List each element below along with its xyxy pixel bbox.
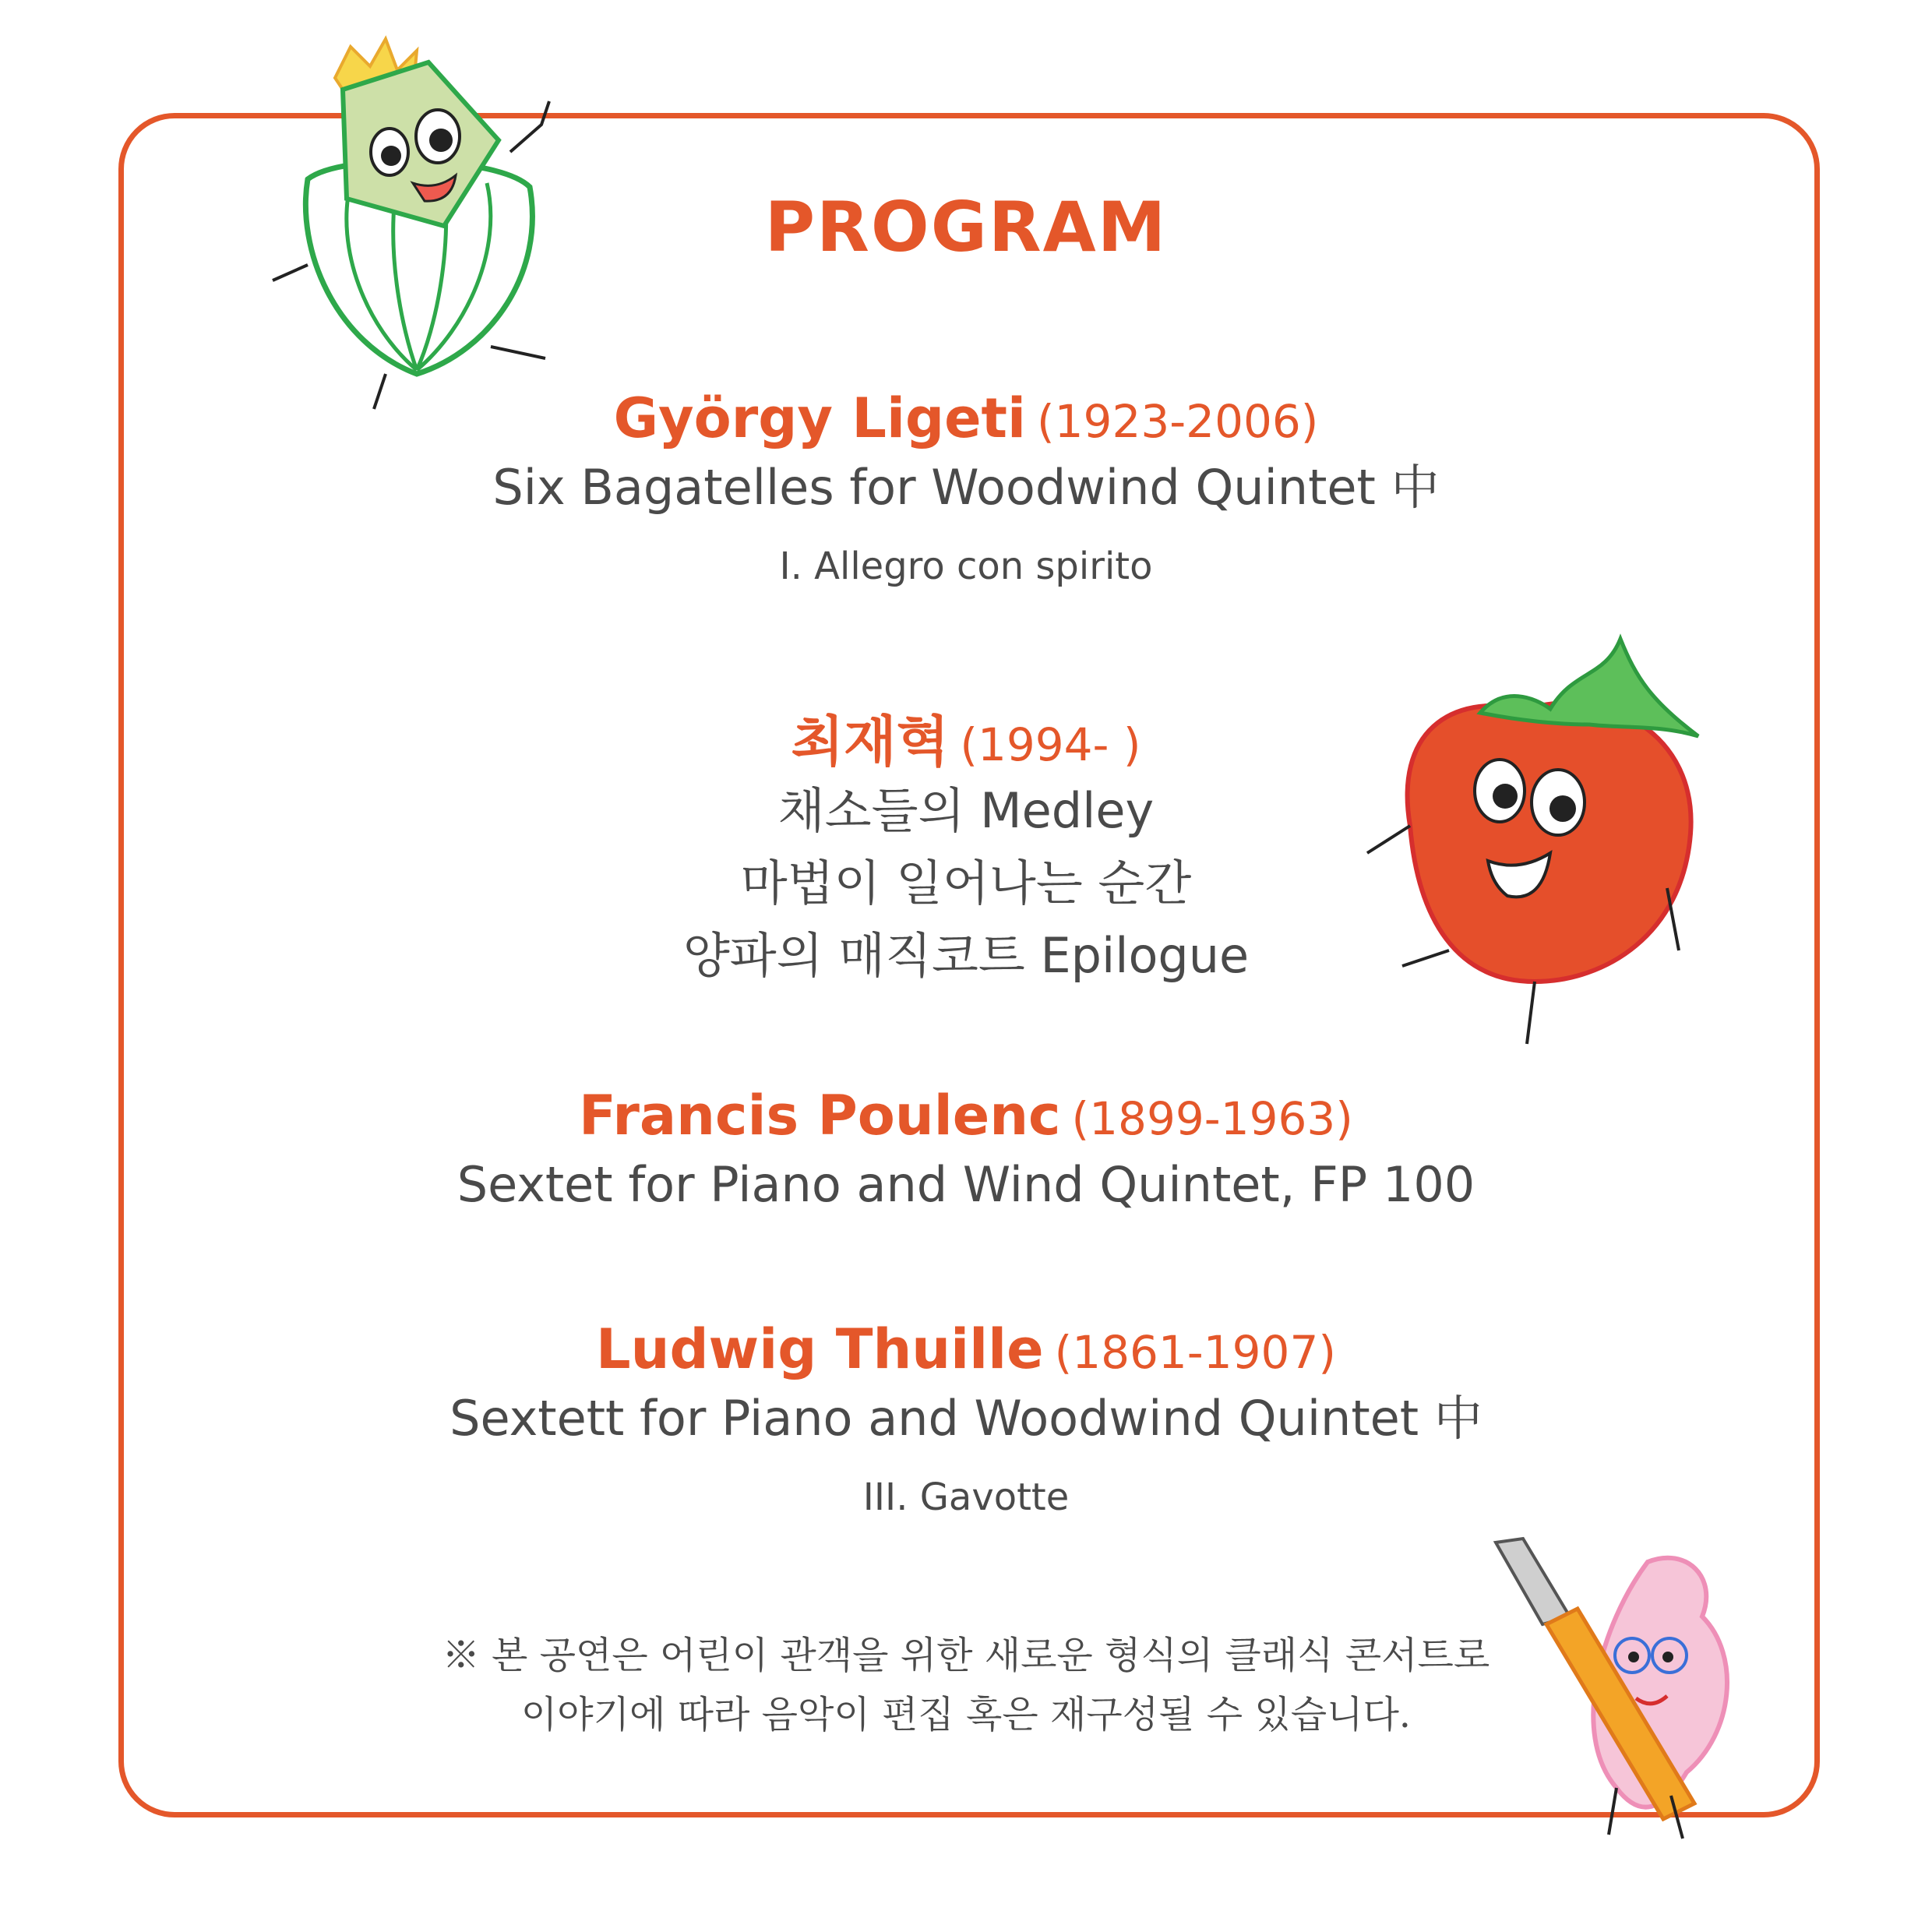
composer-years: (1923-2006)	[1037, 395, 1319, 448]
composer-name: 최재혁	[791, 710, 950, 774]
work-title: 양파의 매직코트 Epilogue	[682, 927, 1250, 984]
work-title: Sextett for Piano and Woodwind Quintet 中	[450, 1390, 1482, 1447]
work-title: 마법이 일어나는 순간	[740, 855, 1192, 911]
work-title: Sextet for Piano and Wind Quintet, FP 100	[457, 1156, 1475, 1213]
composer-name: György Ligeti	[613, 386, 1027, 450]
movement-title: III. Gavotte	[862, 1475, 1070, 1519]
program-item-ligeti	[0, 386, 1932, 593]
composer-years: (1994- )	[960, 718, 1141, 771]
program-title: PROGRAM	[764, 187, 1168, 267]
movement-title: I. Allegro con spirito	[779, 545, 1153, 588]
composer-years: (1899-1963)	[1071, 1092, 1353, 1145]
composer-name: Ludwig Thuille	[596, 1317, 1044, 1381]
program-item-poulenc	[0, 1083, 1932, 1221]
composer-name: Francis Poulenc	[579, 1084, 1061, 1148]
program-item-thuille	[0, 1317, 1932, 1524]
program-item-choi	[0, 709, 1932, 992]
note-line-1: ※ 본 공연은 어린이 관객을 위한 새로운 형식의 클래식 콘서트로	[442, 1634, 1490, 1677]
program-note	[0, 1627, 1932, 1745]
work-title: 채소들의 Medley	[777, 782, 1155, 839]
note-line-2: 이야기에 따라 음악이 편집 혹은 재구성될 수 있습니다.	[520, 1692, 1412, 1736]
composer-years: (1861-1907)	[1054, 1326, 1336, 1379]
work-title: Six Bagatelles for Woodwind Quintet 中	[492, 459, 1440, 516]
